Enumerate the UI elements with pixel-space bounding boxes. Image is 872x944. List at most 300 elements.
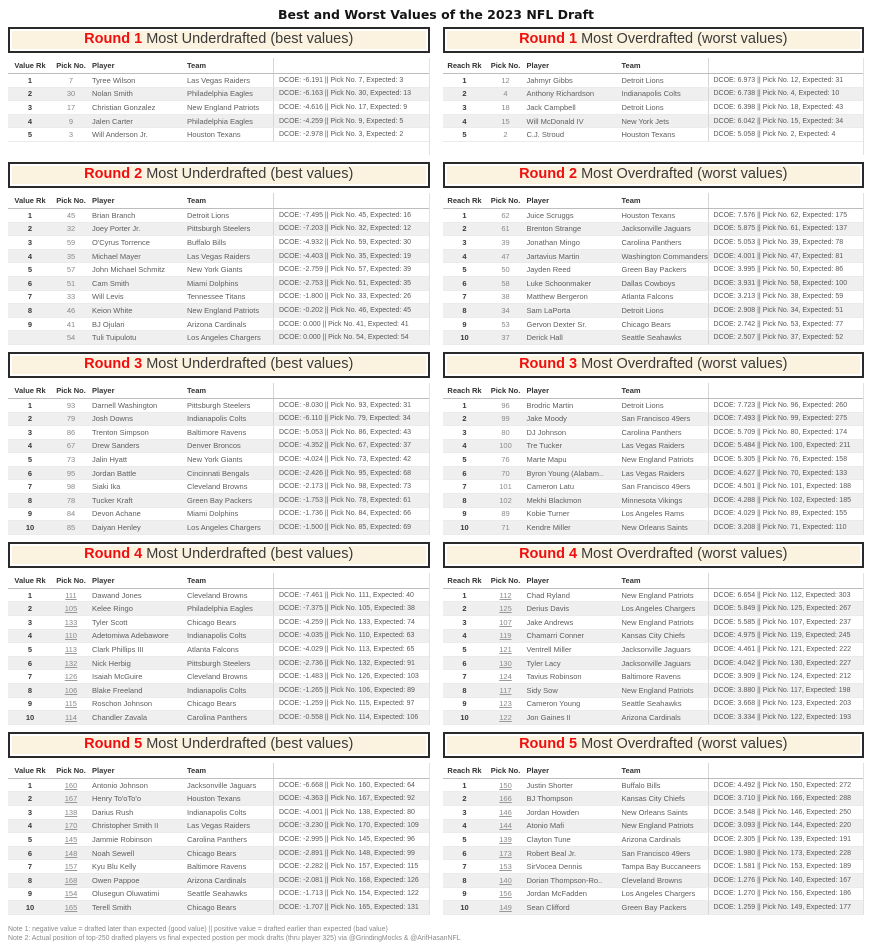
cell-rank: 6 bbox=[27, 658, 33, 668]
cell-team: Kansas City Chiefs bbox=[621, 794, 685, 804]
cell-pick-no: 61 bbox=[501, 224, 510, 234]
cell-pick-no: 30 bbox=[66, 89, 76, 99]
cell-dcoe: DCOE: 1.270 || Pick No. 156, Expected: 186 bbox=[708, 888, 864, 901]
cell-team: Houston Texans bbox=[187, 794, 241, 804]
table-row[interactable] bbox=[8, 128, 429, 142]
table-row[interactable] bbox=[443, 711, 864, 725]
cell-pick-no: 102 bbox=[499, 495, 512, 505]
cell-pick-no: 32 bbox=[66, 224, 76, 234]
cell-rank: 3 bbox=[27, 237, 33, 247]
cell-dcoe: DCOE: 0.000 || Pick No. 54, Expected: 54 bbox=[273, 331, 429, 344]
col-header-cell-pick-no: Pick No. bbox=[56, 195, 86, 205]
table-row[interactable] bbox=[8, 277, 429, 291]
cell-dcoe: DCOE: -2.995 || Pick No. 145, Expected: 96 bbox=[273, 833, 429, 846]
cell-team: Washington Commanders bbox=[621, 251, 708, 261]
cell-team: Las Vegas Raiders bbox=[187, 821, 250, 831]
cell-player: Cameron Latu bbox=[526, 482, 575, 492]
round-number-label: Round 3 bbox=[519, 355, 578, 372]
table-body bbox=[443, 209, 864, 345]
table-row[interactable] bbox=[443, 318, 864, 332]
table-row[interactable] bbox=[443, 331, 864, 345]
cell-dcoe: DCOE: -6.163 || Pick No. 30, Expected: 13 bbox=[273, 88, 429, 101]
cell-player: Tuli Tuipulotu bbox=[92, 333, 137, 343]
cell-team: Baltimore Ravens bbox=[187, 862, 247, 872]
table-row[interactable] bbox=[443, 630, 864, 644]
table-row[interactable] bbox=[8, 101, 429, 115]
table-row[interactable] bbox=[8, 115, 429, 129]
table-row[interactable] bbox=[443, 304, 864, 318]
cell-player: Daiyan Henley bbox=[92, 523, 141, 533]
cell-dcoe: DCOE: 5.849 || Pick No. 125, Expected: 267 bbox=[708, 602, 864, 615]
col-header-cell-dcoe bbox=[273, 383, 429, 398]
cell-rank: 5 bbox=[462, 265, 467, 275]
table-header-row bbox=[8, 193, 429, 209]
table-row[interactable] bbox=[8, 399, 429, 413]
cell-dcoe: DCOE: 4.029 || Pick No. 89, Expected: 155 bbox=[708, 508, 864, 521]
table-row[interactable] bbox=[443, 291, 864, 305]
table-row[interactable] bbox=[443, 128, 864, 142]
cell-team: Los Angeles Rams bbox=[621, 509, 685, 519]
cell-pick-no: 95 bbox=[66, 468, 76, 478]
cell-team: Baltimore Ravens bbox=[187, 427, 247, 437]
cell-team: Seattle Seahawks bbox=[621, 333, 682, 343]
col-header-cell-rank: Value Rk bbox=[14, 61, 46, 70]
cell-player: Blake Freeland bbox=[92, 685, 143, 695]
cell-dcoe: DCOE: 4.042 || Pick No. 130, Expected: 227 bbox=[708, 657, 864, 670]
col-header-cell-player: Player bbox=[526, 385, 550, 395]
table-row[interactable] bbox=[443, 684, 864, 698]
cell-player: Jayden Reed bbox=[526, 265, 571, 275]
table-row[interactable] bbox=[443, 494, 864, 508]
table-row[interactable] bbox=[443, 440, 864, 454]
col-header-cell-rank: Reach Rk bbox=[447, 765, 482, 775]
table-row[interactable] bbox=[8, 413, 429, 427]
cell-team: Cleveland Browns bbox=[187, 672, 248, 682]
col-header-cell-player: Player bbox=[526, 575, 550, 585]
cell-team: Tennessee Titans bbox=[187, 292, 246, 302]
round-heading-label: Most Overdrafted (worst values) bbox=[577, 735, 788, 752]
cell-player: Adetomiwa Adebawore bbox=[92, 631, 169, 641]
cell-dcoe: DCOE: 3.909 || Pick No. 124, Expected: 212 bbox=[708, 670, 864, 683]
cell-pick-no: 101 bbox=[499, 482, 512, 492]
cell-rank: 8 bbox=[27, 495, 33, 505]
table-row[interactable] bbox=[443, 874, 864, 888]
cell-team: Philadelphia Eagles bbox=[187, 116, 253, 126]
cell-player: SirVocea Dennis bbox=[526, 862, 582, 872]
round-number-label: Round 3 bbox=[84, 355, 143, 372]
cell-rank: 8 bbox=[27, 875, 33, 885]
cell-team: New England Patriots bbox=[187, 102, 260, 112]
col-header-cell-dcoe bbox=[273, 193, 429, 208]
cell-rank: 10 bbox=[460, 523, 469, 533]
table-row[interactable] bbox=[8, 467, 429, 481]
cell-player: Cameron Young bbox=[526, 699, 581, 709]
table-row[interactable] bbox=[443, 779, 864, 793]
footnotes bbox=[8, 925, 864, 944]
draft-value-table bbox=[443, 383, 865, 535]
cell-player: Brenton Strange bbox=[526, 224, 582, 234]
cell-pick-no: 50 bbox=[501, 265, 510, 275]
round-panel bbox=[443, 27, 865, 155]
draft-value-table bbox=[8, 383, 430, 535]
round-number-label: Round 4 bbox=[84, 545, 143, 562]
table-row[interactable] bbox=[443, 602, 864, 616]
col-header-cell-rank: Value Rk bbox=[14, 575, 46, 585]
table-row[interactable] bbox=[443, 616, 864, 630]
round-number-label: Round 1 bbox=[519, 31, 578, 47]
cell-rank: 5 bbox=[27, 130, 33, 140]
table-row[interactable] bbox=[443, 413, 864, 427]
table-row[interactable] bbox=[443, 847, 864, 861]
table-row[interactable] bbox=[8, 643, 429, 657]
cell-dcoe: DCOE: 3.931 || Pick No. 58, Expected: 100 bbox=[708, 277, 864, 290]
round-panel bbox=[8, 542, 430, 725]
cell-pick-no: 79 bbox=[66, 414, 76, 424]
cell-rank: 10 bbox=[25, 523, 35, 533]
cell-pick-no: 7 bbox=[68, 75, 74, 85]
cell-rank: 8 bbox=[462, 875, 467, 885]
cell-pick-no: 35 bbox=[66, 251, 76, 261]
cell-player: DJ Johnson bbox=[526, 427, 567, 437]
cell-rank: 2 bbox=[462, 89, 467, 99]
cell-team: Baltimore Ravens bbox=[621, 672, 681, 682]
cell-pick-no: 57 bbox=[66, 265, 76, 275]
table-row[interactable] bbox=[8, 820, 429, 834]
cell-rank: 5 bbox=[462, 645, 467, 655]
table-row[interactable] bbox=[443, 88, 864, 102]
table-row[interactable] bbox=[8, 874, 429, 888]
cell-team: Jacksonville Jaguars bbox=[621, 658, 691, 668]
cell-rank: 10 bbox=[25, 712, 35, 722]
table-row[interactable] bbox=[443, 657, 864, 671]
table-row[interactable] bbox=[443, 263, 864, 277]
cell-team: Arizona Cardinals bbox=[187, 319, 247, 329]
cell-dcoe: DCOE: -1.736 || Pick No. 84, Expected: 66 bbox=[273, 508, 429, 521]
table-row[interactable] bbox=[8, 630, 429, 644]
col-header-cell-pick-no: Pick No. bbox=[490, 575, 521, 585]
table-body bbox=[8, 74, 429, 142]
table-row[interactable] bbox=[8, 74, 429, 88]
table-row[interactable] bbox=[8, 860, 429, 874]
cell-rank: 1 bbox=[462, 400, 467, 410]
cell-dcoe: DCOE: 2.742 || Pick No. 53, Expected: 77 bbox=[708, 318, 864, 331]
tables-grid bbox=[8, 27, 864, 922]
cell-player: Kobie Turner bbox=[526, 509, 570, 519]
table-row[interactable] bbox=[8, 494, 429, 508]
cell-dcoe: DCOE: 5.053 || Pick No. 39, Expected: 78 bbox=[708, 236, 864, 249]
cell-player: Christopher Smith II bbox=[92, 821, 159, 831]
table-row[interactable] bbox=[443, 589, 864, 603]
cell-player: Will Levis bbox=[92, 292, 124, 302]
table-row[interactable] bbox=[8, 711, 429, 725]
cell-player: Darius Rush bbox=[92, 807, 134, 817]
cell-dcoe: DCOE: -7.375 || Pick No. 105, Expected: 38 bbox=[273, 602, 429, 615]
table-row[interactable] bbox=[8, 236, 429, 250]
table-row[interactable] bbox=[443, 399, 864, 413]
table-row[interactable] bbox=[8, 318, 429, 332]
cell-team: Pittsburgh Steelers bbox=[187, 224, 251, 234]
cell-rank: 2 bbox=[27, 604, 33, 614]
table-row[interactable] bbox=[443, 480, 864, 494]
table-row[interactable] bbox=[8, 263, 429, 277]
table-body bbox=[443, 779, 864, 915]
cell-rank: 2 bbox=[462, 794, 467, 804]
table-row[interactable] bbox=[443, 670, 864, 684]
round-number-label: Round 2 bbox=[84, 165, 143, 182]
cell-pick-no: 132 bbox=[64, 658, 78, 668]
cell-pick-no: 98 bbox=[66, 482, 76, 492]
cell-pick-no: 100 bbox=[499, 441, 512, 451]
cell-dcoe: DCOE: -1.707 || Pick No. 165, Expected: 131 bbox=[273, 901, 429, 914]
table-row[interactable] bbox=[443, 521, 864, 535]
table-row[interactable] bbox=[8, 888, 429, 902]
table-row[interactable] bbox=[443, 508, 864, 522]
cell-team: San Francisco 49ers bbox=[621, 482, 691, 492]
cell-dcoe: DCOE: 7.493 || Pick No. 99, Expected: 275 bbox=[708, 413, 864, 426]
cell-team: Dallas Cowboys bbox=[621, 278, 676, 288]
cell-team: Buffalo Bills bbox=[187, 237, 227, 247]
cell-team: Los Angeles Chargers bbox=[621, 889, 696, 899]
table-row[interactable] bbox=[443, 806, 864, 820]
table-row[interactable] bbox=[443, 115, 864, 129]
draft-value-table bbox=[8, 193, 430, 345]
cell-player: Jahmyr Gibbs bbox=[526, 75, 573, 85]
table-row[interactable] bbox=[443, 792, 864, 806]
cell-player: Anthony Richardson bbox=[526, 89, 595, 99]
table-row[interactable] bbox=[8, 602, 429, 616]
cell-rank: 4 bbox=[462, 116, 467, 126]
table-header-row bbox=[443, 573, 864, 589]
table-row[interactable] bbox=[443, 209, 864, 223]
cell-team: New York Jets bbox=[621, 116, 670, 126]
table-row[interactable] bbox=[443, 643, 864, 657]
table-row[interactable] bbox=[8, 440, 429, 454]
cell-dcoe: DCOE: 5.709 || Pick No. 80, Expected: 174 bbox=[708, 426, 864, 439]
table-row[interactable] bbox=[443, 277, 864, 291]
cell-dcoe: DCOE: 6.973 || Pick No. 12, Expected: 31 bbox=[708, 74, 864, 87]
cell-team: Atlanta Falcons bbox=[187, 645, 239, 655]
table-row[interactable] bbox=[8, 508, 429, 522]
cell-pick-no: 59 bbox=[66, 237, 76, 247]
cell-dcoe: DCOE: -3.230 || Pick No. 170, Expected: 109 bbox=[273, 820, 429, 833]
table-row[interactable] bbox=[8, 616, 429, 630]
col-header-cell-pick-no: Pick No. bbox=[56, 575, 86, 585]
table-row[interactable] bbox=[8, 209, 429, 223]
cell-pick-no: 145 bbox=[64, 834, 78, 844]
cell-pick-no: 119 bbox=[499, 631, 512, 641]
cell-rank: 4 bbox=[462, 441, 467, 451]
col-header-cell-dcoe bbox=[273, 763, 429, 778]
round-number-label: Round 4 bbox=[519, 545, 578, 562]
table-row[interactable] bbox=[443, 74, 864, 88]
draft-value-table bbox=[443, 763, 865, 915]
cell-team: Cincinnati Bengals bbox=[187, 468, 250, 478]
table-header-row bbox=[8, 58, 429, 74]
cell-player: Byron Young (Alabam.. bbox=[526, 468, 604, 478]
cell-rank: 1 bbox=[462, 590, 467, 600]
table-row[interactable] bbox=[8, 698, 429, 712]
cell-team: Arizona Cardinals bbox=[187, 875, 247, 885]
cell-pick-no: 46 bbox=[66, 305, 76, 315]
cell-team: Houston Texans bbox=[621, 210, 676, 220]
table-header-row bbox=[443, 383, 864, 399]
table-row[interactable] bbox=[443, 860, 864, 874]
cell-dcoe: DCOE: 3.093 || Pick No. 144, Expected: 220 bbox=[708, 820, 864, 833]
round-panel bbox=[443, 352, 865, 535]
draft-value-table bbox=[443, 193, 865, 345]
cell-player: Juice Scruggs bbox=[526, 210, 574, 220]
cell-team: Green Bay Packers bbox=[621, 902, 687, 912]
cell-pick-no: 15 bbox=[501, 116, 510, 126]
col-header-cell-pick-no: Pick No. bbox=[490, 765, 521, 775]
cell-player: Nolan Smith bbox=[92, 89, 133, 99]
cell-dcoe: DCOE: -1.265 || Pick No. 106, Expected: 89 bbox=[273, 684, 429, 697]
table-row[interactable] bbox=[8, 291, 429, 305]
table-row[interactable] bbox=[8, 88, 429, 102]
table-row[interactable] bbox=[8, 453, 429, 467]
cell-pick-no: 86 bbox=[66, 427, 76, 437]
table-row[interactable] bbox=[8, 684, 429, 698]
cell-player: Drew Sanders bbox=[92, 441, 140, 451]
cell-player: C.J. Stroud bbox=[526, 130, 565, 140]
table-body bbox=[8, 209, 429, 345]
table-row[interactable] bbox=[8, 670, 429, 684]
cell-dcoe: DCOE: 7.576 || Pick No. 62, Expected: 175 bbox=[708, 209, 864, 222]
cell-dcoe: DCOE: 6.042 || Pick No. 15, Expected: 34 bbox=[708, 115, 864, 128]
table-row[interactable] bbox=[8, 806, 429, 820]
cell-team: New England Patriots bbox=[621, 455, 694, 465]
cell-team: Tampa Bay Buccaneers bbox=[621, 862, 701, 872]
round-panel-header bbox=[443, 542, 865, 568]
cell-dcoe: DCOE: -2.978 || Pick No. 3, Expected: 2 bbox=[273, 128, 429, 141]
cell-dcoe: DCOE: 3.208 || Pick No. 71, Expected: 110 bbox=[708, 521, 864, 534]
cell-player: Matthew Bergeron bbox=[526, 292, 588, 302]
round-heading-label: Most Underdrafted (best values) bbox=[142, 355, 354, 372]
cell-team: Jacksonville Jaguars bbox=[187, 780, 257, 790]
table-row[interactable] bbox=[8, 792, 429, 806]
table-row[interactable] bbox=[8, 250, 429, 264]
cell-dcoe: DCOE: 3.213 || Pick No. 38, Expected: 59 bbox=[708, 291, 864, 304]
cell-rank: 8 bbox=[462, 685, 467, 695]
cell-player: Olusegun Oluwatimi bbox=[92, 889, 160, 899]
round-panel bbox=[8, 732, 430, 915]
cell-team: Carolina Panthers bbox=[621, 237, 682, 247]
table-row[interactable] bbox=[8, 779, 429, 793]
table-row[interactable] bbox=[443, 426, 864, 440]
cell-rank: 10 bbox=[460, 712, 469, 722]
cell-rank: 2 bbox=[27, 89, 33, 99]
cell-dcoe: DCOE: -8.030 || Pick No. 93, Expected: 31 bbox=[273, 399, 429, 412]
cell-pick-no: 156 bbox=[499, 889, 512, 899]
table-row[interactable] bbox=[8, 521, 429, 535]
round-panel-header bbox=[8, 162, 430, 188]
table-row[interactable] bbox=[8, 223, 429, 237]
round-heading-label: Most Underdrafted (best values) bbox=[142, 31, 354, 47]
table-row[interactable] bbox=[8, 901, 429, 915]
cell-dcoe: DCOE: 4.492 || Pick No. 150, Expected: 272 bbox=[708, 779, 864, 792]
table-row[interactable] bbox=[443, 250, 864, 264]
cell-team: Atlanta Falcons bbox=[621, 292, 674, 302]
cell-dcoe: DCOE: -1.259 || Pick No. 115, Expected: 97 bbox=[273, 698, 429, 711]
table-row[interactable] bbox=[443, 833, 864, 847]
cell-rank: 6 bbox=[462, 658, 467, 668]
table-row[interactable] bbox=[8, 833, 429, 847]
col-header-cell-player: Player bbox=[92, 195, 115, 205]
table-row[interactable] bbox=[443, 101, 864, 115]
cell-rank: 3 bbox=[462, 617, 467, 627]
draft-value-table bbox=[8, 58, 430, 155]
cell-dcoe: DCOE: -1.483 || Pick No. 126, Expected: 103 bbox=[273, 670, 429, 683]
cell-rank: 8 bbox=[462, 495, 467, 505]
cell-rank: 6 bbox=[27, 468, 33, 478]
cell-player: Michael Mayer bbox=[92, 251, 141, 261]
table-row[interactable] bbox=[443, 901, 864, 915]
round-panel bbox=[8, 27, 430, 155]
col-header-cell-player: Player bbox=[92, 765, 115, 775]
cell-pick-no: 39 bbox=[501, 237, 510, 247]
cell-pick-no: 144 bbox=[499, 821, 512, 831]
table-row[interactable] bbox=[443, 453, 864, 467]
cell-team: Houston Texans bbox=[187, 130, 241, 140]
cell-team: Indianapolis Colts bbox=[187, 685, 247, 695]
cell-pick-no: 54 bbox=[66, 333, 76, 343]
table-row[interactable] bbox=[8, 480, 429, 494]
cell-pick-no: 153 bbox=[499, 862, 512, 872]
table-row[interactable] bbox=[8, 426, 429, 440]
cell-pick-no: 125 bbox=[499, 604, 512, 614]
cell-dcoe: DCOE: 5.585 || Pick No. 107, Expected: 237 bbox=[708, 616, 864, 629]
cell-pick-no: 157 bbox=[64, 862, 78, 872]
cell-dcoe: DCOE: -4.616 || Pick No. 17, Expected: 9 bbox=[273, 101, 429, 114]
col-header-cell-player: Player bbox=[526, 765, 550, 775]
table-row[interactable] bbox=[8, 331, 429, 345]
cell-rank: 6 bbox=[462, 848, 467, 858]
table-row[interactable] bbox=[443, 820, 864, 834]
cell-rank: 10 bbox=[25, 902, 35, 912]
cell-pick-no: 37 bbox=[501, 333, 510, 343]
cell-team: Green Bay Packers bbox=[621, 265, 687, 275]
cell-pick-no: 170 bbox=[64, 821, 78, 831]
cell-pick-no: 62 bbox=[501, 210, 510, 220]
table-row[interactable] bbox=[8, 304, 429, 318]
table-row[interactable] bbox=[443, 888, 864, 902]
round-panel-header bbox=[443, 732, 865, 758]
table-row[interactable] bbox=[8, 657, 429, 671]
table-row[interactable] bbox=[8, 589, 429, 603]
table-row[interactable] bbox=[443, 236, 864, 250]
cell-pick-no: 51 bbox=[66, 278, 76, 288]
round-panel-header bbox=[443, 162, 865, 188]
cell-team: Jacksonville Jaguars bbox=[621, 645, 691, 655]
col-header-cell-dcoe bbox=[708, 58, 864, 73]
table-row[interactable] bbox=[443, 698, 864, 712]
table-row[interactable] bbox=[443, 223, 864, 237]
table-row[interactable] bbox=[8, 847, 429, 861]
cell-rank: 10 bbox=[460, 333, 469, 343]
col-header-cell-rank: Value Rk bbox=[14, 195, 46, 205]
cell-rank: 5 bbox=[462, 834, 467, 844]
cell-team: New York Giants bbox=[187, 455, 243, 465]
cell-player: Kelee Ringo bbox=[92, 604, 133, 614]
table-row[interactable] bbox=[443, 467, 864, 481]
cell-pick-no: 89 bbox=[501, 509, 510, 519]
col-header-cell-pick-no: Pick No. bbox=[490, 385, 521, 395]
col-header-cell-team: Team bbox=[621, 195, 641, 205]
cell-dcoe: DCOE: 3.710 || Pick No. 166, Expected: 288 bbox=[708, 792, 864, 805]
round-panel bbox=[8, 162, 430, 345]
cell-dcoe: DCOE: -0.202 || Pick No. 46, Expected: 45 bbox=[273, 304, 429, 317]
cell-rank: 5 bbox=[462, 130, 467, 140]
